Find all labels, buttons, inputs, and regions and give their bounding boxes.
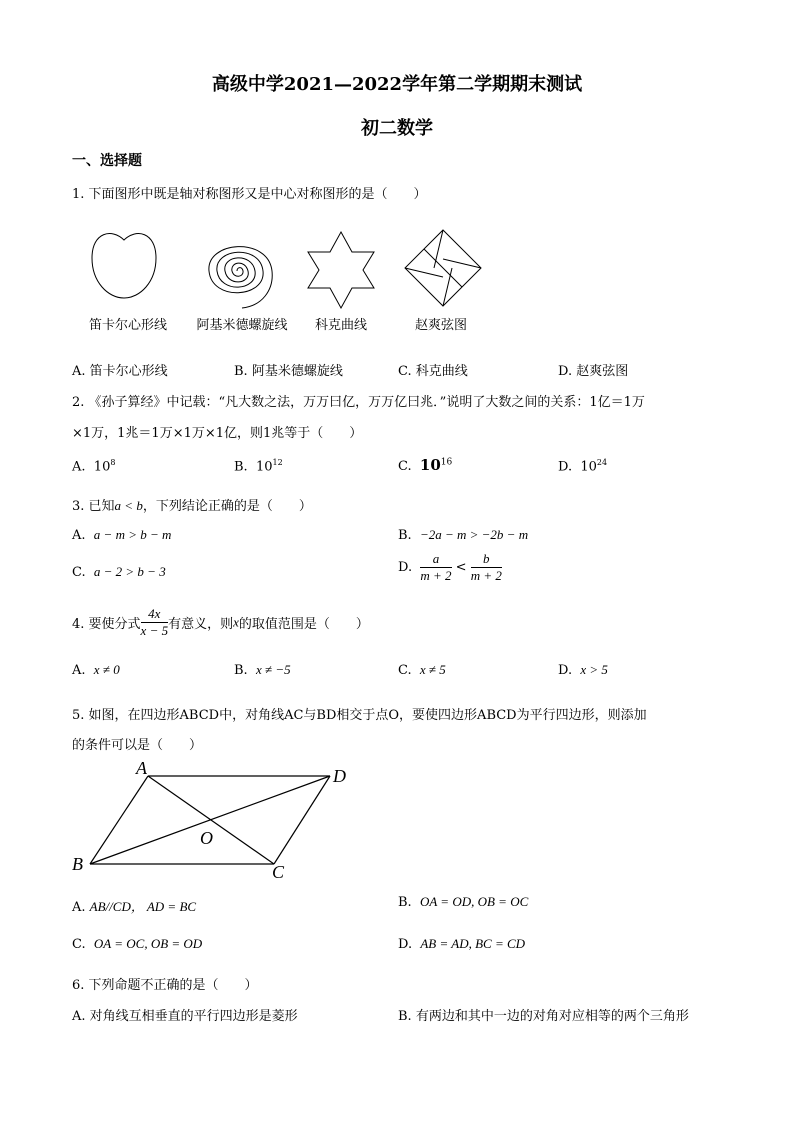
q1-option-d[interactable]: D. 赵爽弦图: [558, 364, 629, 379]
label-c: C: [272, 862, 285, 882]
q5-figure: [66, 756, 366, 886]
q5-option-c[interactable]: C. OA = OC, OB = OD: [72, 936, 203, 952]
q3-option-d[interactable]: D. $\frac{a}{m + 2}$ < $\frac{b}{m + 2}$: [398, 551, 502, 583]
label-d: D: [333, 766, 346, 786]
side-dc: [274, 776, 330, 864]
q2-option-a[interactable]: A. $10^8$: [72, 458, 116, 475]
q5-option-d[interactable]: D. AB = AD, BC = CD: [398, 936, 526, 952]
zhaoshuang-figure: [405, 230, 481, 306]
label-a: A: [136, 758, 147, 778]
q5-option-a[interactable]: A. AB//CD， AD = BC: [72, 899, 197, 915]
q2-stem-line2: ×1万，1兆＝1万×1万×1亿，则1兆等于（ ）: [72, 426, 363, 441]
q5-option-b[interactable]: B. OA = OD, OB = OC: [398, 894, 529, 910]
q5-stem-line1: 5. 如图，在四边形ABCD中，对角线AC与BD相交于点O，要使四边形ABCD为平行四边形，则添加: [72, 708, 647, 723]
q4-fraction: $\frac{4x}{x - 5}$: [140, 606, 169, 638]
q1-option-c[interactable]: C. 科克曲线: [398, 364, 468, 379]
label-o: O: [200, 828, 213, 848]
spiral-figure: [209, 247, 272, 308]
q1-option-a[interactable]: A. 笛卡尔心形线: [72, 364, 168, 379]
exam-subtitle: 初二数学: [361, 118, 433, 139]
section-heading: 一、选择题: [72, 153, 142, 169]
q2-option-c[interactable]: C. $10^{16}$: [398, 456, 453, 474]
caption-zhaoshuang: 赵爽弦图: [414, 318, 467, 333]
q6-option-b[interactable]: B. 有两边和其中一边的对角对应相等的两个三角形: [398, 1009, 689, 1024]
q2-stem-line1: 2. 《孙子算经》中记载：“凡大数之法，万万曰亿，万万亿曰兆．”说明了大数之间的关系：1亿＝1万: [72, 395, 645, 410]
q4-stem: 4. 要使分式 $\frac{4x}{x - 5}$ 有意义，则x的取值范围是（ ）: [72, 606, 369, 638]
q2-option-b[interactable]: B. $10^{12}$: [234, 458, 283, 475]
q3-option-c[interactable]: C. a − 2 > b − 3: [72, 564, 166, 580]
q1-stem: 1. 下面图形中既是轴对称图形又是中心对称图形的是（ ）: [72, 187, 427, 202]
q1-figure-svg: [82, 226, 502, 316]
q4-option-b[interactable]: B. x ≠ −5: [234, 662, 291, 678]
q3-stem: 3. 已知a < b，下列结论正确的是（ ）: [72, 498, 312, 514]
q1-option-b[interactable]: B. 阿基米德螺旋线: [234, 364, 343, 379]
q3-option-b[interactable]: B. −2a − m > −2b − m: [398, 527, 529, 543]
q3-d-fraction-2: $\frac{b}{m + 2}$: [470, 551, 502, 583]
caption-spiral: 阿基米德螺旋线: [196, 318, 288, 333]
koch-figure: [308, 232, 374, 308]
q4-option-d[interactable]: D. x > 5: [558, 662, 608, 678]
parallelogram-svg: [66, 756, 366, 886]
q6-stem: 6. 下列命题不正确的是（ ）: [72, 978, 258, 993]
q3-d-fraction-1: $\frac{a}{m + 2}$: [420, 551, 452, 583]
label-b: B: [72, 854, 83, 874]
q1-figures: [82, 226, 502, 316]
cardioid-figure: [92, 234, 156, 298]
q4-option-a[interactable]: A. x ≠ 0: [72, 662, 120, 678]
side-ba: [90, 776, 148, 864]
caption-koch: 科克曲线: [314, 318, 367, 333]
caption-cardioid: 笛卡尔心形线: [88, 318, 167, 333]
diagonal-bd: [90, 776, 330, 864]
q5-stem-line2: 的条件可以是（ ）: [72, 738, 203, 753]
q4-option-c[interactable]: C. x ≠ 5: [398, 662, 446, 678]
q2-option-d[interactable]: D. $10^{24}$: [558, 458, 608, 475]
q3-option-a[interactable]: A. a − m > b − m: [72, 527, 172, 543]
q6-option-a[interactable]: A. 对角线互相垂直的平行四边形是菱形: [72, 1009, 298, 1024]
exam-title: 高级中学2021—2022学年第二学期期末测试: [211, 74, 583, 95]
